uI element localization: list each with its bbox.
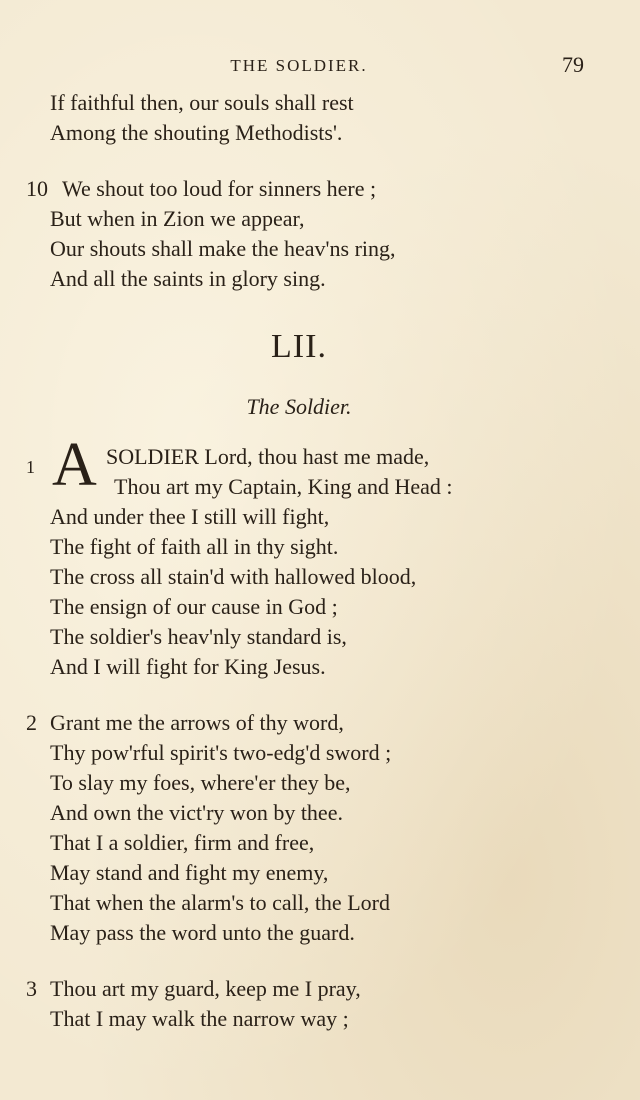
- verse-line: We shout too loud for sinners here ;: [62, 176, 377, 201]
- verse-line: The ensign of our cause in God ;: [50, 594, 338, 619]
- verse-line: Among the shouting Methodists'.: [50, 120, 343, 145]
- stanza-number: 10: [26, 176, 48, 201]
- verse-line: The soldier's heav'nly standard is,: [50, 624, 347, 649]
- page-header: [0, 52, 640, 82]
- verse-line: And under thee I still will fight,: [50, 504, 330, 529]
- running-title: THE SOLDIER.: [230, 56, 368, 75]
- verse-line: The fight of faith all in thy sight.: [50, 534, 339, 559]
- stanza-number: 3: [26, 976, 37, 1001]
- verse-line: To slay my foes, where'er they be,: [50, 770, 351, 795]
- verse-line: Grant me the arrows of thy word,: [50, 710, 344, 735]
- verse-line: SOLDIER Lord, thou hast me made,: [106, 444, 430, 469]
- hymn-number: LII.: [271, 328, 327, 365]
- verse-line: Thy pow'rful spirit's two-edg'd sword ;: [50, 740, 392, 765]
- verse-line: But when in Zion we appear,: [50, 206, 305, 231]
- verse-line: May pass the word unto the guard.: [50, 920, 355, 945]
- verse-line: The cross all stain'd with hallowed blood,: [50, 564, 417, 589]
- verse-line: And all the saints in glory sing.: [50, 266, 326, 291]
- verse-line: That when the alarm's to call, the Lord: [50, 890, 390, 915]
- verse-line: And I will fight for King Jesus.: [50, 654, 326, 679]
- verse-line: And own the vict'ry won by thee.: [50, 800, 343, 825]
- verse-line: Thou art my Captain, King and Head :: [114, 474, 453, 499]
- hymn-title: The Soldier.: [246, 394, 352, 419]
- verse-line: That I may walk the narrow way ;: [50, 1006, 349, 1031]
- verse-line: That I a soldier, firm and free,: [50, 830, 315, 855]
- stanza-number: 1: [26, 457, 35, 477]
- stanza-number: 2: [26, 710, 37, 735]
- drop-cap: A: [52, 431, 97, 499]
- verse-line: May stand and fight my enemy,: [50, 860, 329, 885]
- verse-line: Our shouts shall make the heav'ns ring,: [50, 236, 396, 261]
- verse-line: If faithful then, our souls shall rest: [50, 90, 354, 115]
- page-number: 79: [562, 52, 584, 77]
- verse-line: Thou art my guard, keep me I pray,: [50, 976, 361, 1001]
